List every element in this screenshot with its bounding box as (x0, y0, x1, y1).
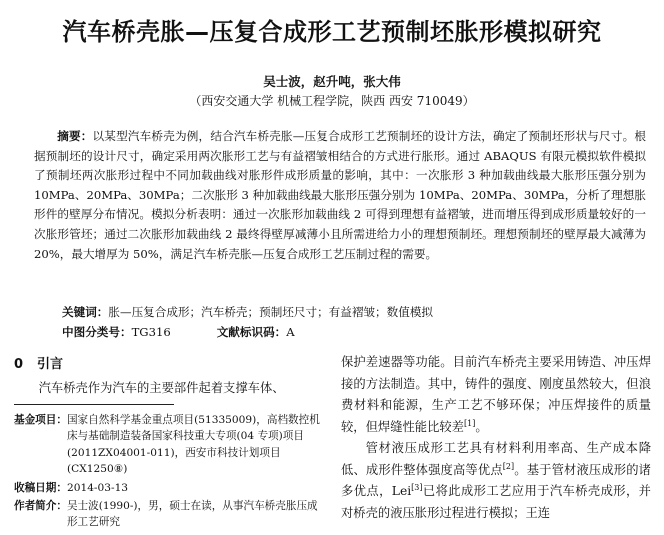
authors: 吴士波，赵升吨，张大伟 (263, 74, 401, 89)
clc-value: TG316 (131, 325, 171, 339)
intro-text-right (341, 352, 651, 524)
affiliation: （西安交通大学 机械工程学院，陕西 西安 710049） (189, 94, 475, 108)
paragraph: 管材液压成形工艺具有材料利用率高、生产成本降低、成形件整体强度高等优点[2]。基于管材液压成形的诸多优点，Lei[3]已将此成形工艺应用于汽车桥壳成形，并对桥壳的液压胀形过程进行模拟；王连 (341, 441, 651, 520)
footnote-received (14, 480, 326, 496)
doc-code-value: A (286, 325, 295, 339)
footnote-text: 2014-03-13 (66, 481, 129, 494)
section-number: 0 (14, 357, 24, 372)
paragraph: 保护差速器等功能。目前汽车桥壳主要采用铸造、冲压焊接的方法制造。其中，铸件的强度、刚度虽然较大，但浪费材料和能源，生产工艺不够环保；冲压焊接件的质量较，但焊缝性能比较差[1]。 (341, 355, 651, 434)
keywords (62, 304, 433, 320)
footnote-divider (14, 404, 174, 405)
footnote-label: 作者简介： (14, 500, 67, 513)
footnote-label: 收稿日期： (14, 481, 67, 494)
footnote-funding (14, 412, 326, 478)
citation: [2] (502, 461, 515, 471)
section-title: 引言 (37, 357, 64, 372)
footnote-label: 基金项目： (14, 414, 67, 426)
citation: [3] (411, 482, 423, 492)
keywords-text: 胀—压复合成形；汽车桥壳；预制坯尺寸；有益褶皱；数值模拟 (108, 305, 434, 319)
keywords-label: 关键词： (62, 305, 109, 319)
abstract-label: 摘要： (57, 129, 93, 143)
citation: [1] (463, 418, 476, 428)
footnote-text: 吴士波(1990-)，男，硕士在读，从事汽车桥壳胀压成形工艺研究 (66, 500, 318, 529)
footnote-author-bio (14, 498, 326, 531)
footnote-text: 国家自然科学基金重点项目(51335009)，高档数控机床与基础制造装备国家科技重大专项(04 专项)项目(2011ZX04001-011)，西安市科技计划项目(CX1250⑧) (66, 414, 320, 476)
abstract-text: 以某型汽车桥壳为例，结合汽车桥壳胀—压复合成形工艺预制坯的设计方法，确定了预制坯形状与尺寸。根据预制坯的设计尺寸，确定采用两次胀形工艺与有益褶皱相结合的方式进行胀形。通过 ABAQUS 有限元模拟软件模拟了预制坯两次胀形过程中不同加载曲线对胀形件成形质量的影响，其中：一次胀形 3 种加载曲线最大胀形压强分别为 10MPa、20MPa、30MPa；二次胀形 3 种加载曲线最大胀形压强分别为 10MPa、20MPa、30MPa，分析了理想胀形件的壁厚分布情况。模拟分析表明：通过一次胀形加载曲线 2 可得到理想有益褶皱，进而增压得到成形质量较好的一次胀形管坯；通过二次胀形加载曲线 2 最终得壁厚减薄小且所需进给力小的理想预制坯。理想预制坯的壁厚最大减薄为 20%，最大增厚为 50%，满足汽车桥壳胀—压复合成形工艺压制过程的需要。 (34, 129, 646, 261)
intro-text-left: 汽车桥壳作为汽车的主要部件起着支撑车体、 (38, 381, 285, 395)
section-heading (14, 353, 63, 372)
abstract (34, 127, 646, 264)
footnotes (14, 412, 326, 533)
clc-label: 中图分类号： (62, 325, 132, 339)
paper-title: 汽车桥壳胀—压复合成形工艺预制坯胀形模拟研究 (62, 18, 602, 46)
classification (62, 324, 295, 340)
doc-code-label: 文献标识码： (216, 325, 287, 339)
